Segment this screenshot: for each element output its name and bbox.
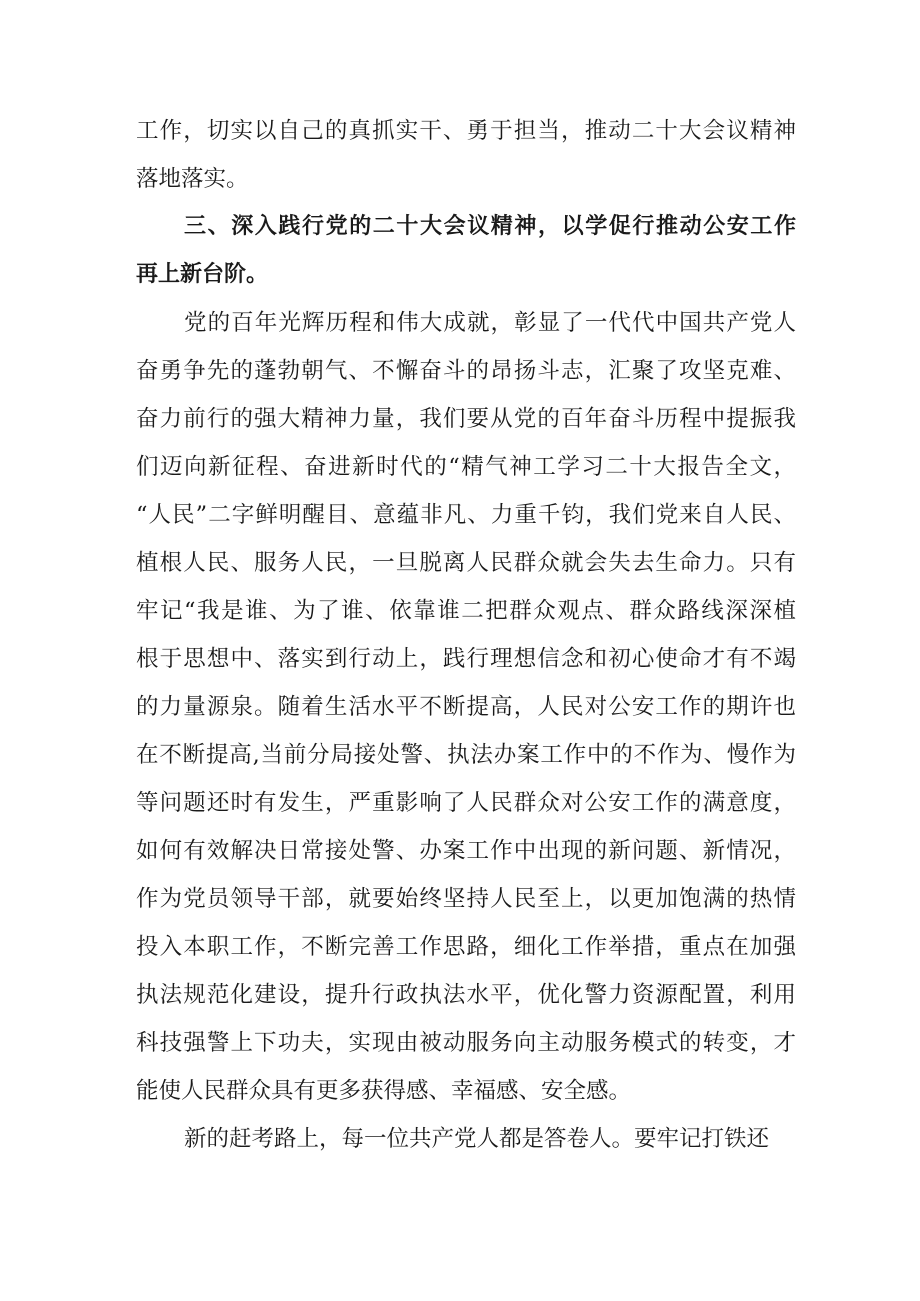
text-line: 科技强警上下功夫，实现由被动服务向主动服务模式的转变，才 xyxy=(136,1030,796,1056)
text-line: 在不断提高,当前分局接处警、执法办案工作中的不作为、慢作为 xyxy=(136,742,796,768)
text-line: 植根人民、服务人民，一旦脱离人民群众就会失去生命力。只有 xyxy=(136,550,796,576)
text-line: 奋勇争先的蓬勃朝气、不懈奋斗的昂扬斗志，汇聚了攻坚克难、 xyxy=(136,358,796,384)
text-line: 落地落实。 xyxy=(136,166,249,192)
text-line: 工作，切实以自己的真抓实干、勇于担当，推动二十大会议精神 xyxy=(136,118,796,144)
text-line: 再上新台阶。 xyxy=(136,262,269,287)
text-line: 牢记“我是谁、为了谁、依靠谁二把群众观点、群众路线深深植 xyxy=(136,598,796,624)
text-line: 的力量源泉。随着生活水平不断提高，人民对公安工作的期许也 xyxy=(136,694,796,720)
text-line: 等问题还时有发生，严重影响了人民群众对公安工作的满意度， xyxy=(136,790,796,816)
text-line: 三、深入践行党的二十大会议精神，以学促行推动公安工作 xyxy=(184,214,796,239)
text-line: 能使人民群众具有更多获得感、幸福感、安全感。 xyxy=(136,1078,632,1104)
text-line: 根于思想中、落实到行动上，践行理想信念和初心使命才有不竭 xyxy=(136,646,796,672)
text-line: 新的赶考路上，每一位共产党人都是答卷人。要牢记打铁还 xyxy=(184,1126,770,1152)
text-line: 奋力前行的强大精神力量，我们要从党的百年奋斗历程中提振我 xyxy=(136,406,796,432)
text-line: “人民”二字鲜明醒目、意蕴非凡、力重千钧，我们党来自人民、 xyxy=(136,502,796,528)
text-line: 们迈向新征程、奋进新时代的“精气神工学习二十大报告全文， xyxy=(136,454,796,480)
text-line: 作为党员领导干部，就要始终坚持人民至上，以更加饱满的热情 xyxy=(136,886,796,912)
text-line: 执法规范化建设，提升行政执法水平，优化警力资源配置，利用 xyxy=(136,982,796,1008)
text-line: 党的百年光辉历程和伟大成就，彰显了一代代中国共产党人 xyxy=(184,310,796,336)
text-line: 如何有效解决日常接处警、办案工作中出现的新问题、新情况， xyxy=(136,838,796,864)
text-line: 投入本职工作，不断完善工作思路，细化工作举措，重点在加强 xyxy=(136,934,796,960)
